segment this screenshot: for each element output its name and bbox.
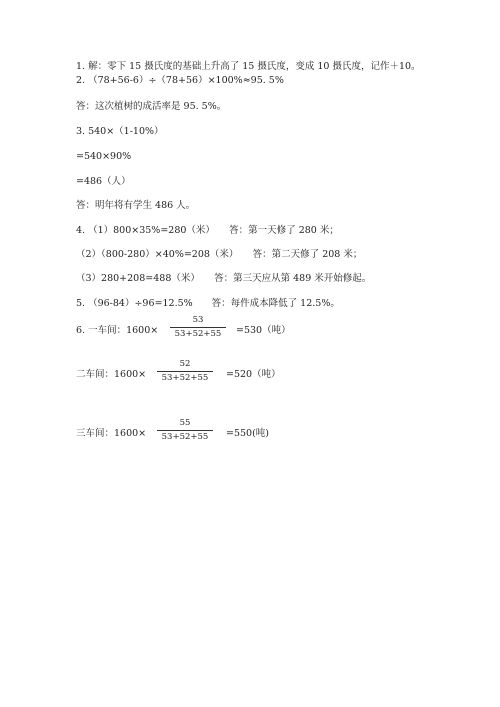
answer-4-part1: 4. （1）800×35%=280（米） 答：第一天修了 280 米； [76, 225, 339, 236]
q6-row1-fraction [168, 315, 228, 340]
q6-row3-label: 三车间：1600× [76, 428, 147, 439]
q6-row3-fraction [155, 418, 215, 443]
answer-2-conclusion: 答：这次植树的成活率是 95. 5%。 [76, 101, 227, 112]
q6-row2-fraction [155, 359, 215, 384]
answer-3-conclusion: 答：明年将有学生 486 人。 [76, 200, 196, 211]
answer-2-equation: 2. （78+56-6）÷（78+56）×100%≈95. 5% [76, 75, 284, 86]
answer-1: 1. 解：零下 15 摄氏度的基础上升高了 15 摄氏度，变成 10 摄氏度，记作＋10。 [76, 61, 421, 72]
answer-3-step3: =486（人） [76, 176, 131, 187]
answer-3-step2: =540×90% [76, 151, 132, 162]
q6-row2-denominator: 53+52+55 [161, 373, 209, 383]
q6-row2-result: =520（吨） [226, 369, 281, 380]
fraction-bar [157, 430, 213, 431]
q6-row2-numerator: 52 [179, 359, 191, 369]
answer-3-step1: 3. 540×（1-10%） [76, 126, 164, 137]
q6-row3-result: =550(吨) [226, 428, 270, 439]
q6-row1-label: 6. 一车间：1600× [76, 325, 159, 336]
q6-row1-denominator: 53+52+55 [174, 329, 222, 339]
answer-4-part3: （3）280+208=488（米） 答：第三天应从第 489 米开始修起。 [76, 273, 372, 284]
answer-5: 5. （96-84）÷96=12.5% 答：每件成本降低了 12.5%。 [76, 298, 340, 309]
fraction-bar [170, 327, 226, 328]
fraction-bar [157, 371, 213, 372]
q6-row1-result: =530（吨） [236, 325, 291, 336]
q6-row2-label: 二车间：1600× [76, 369, 147, 380]
q6-row3-numerator: 55 [179, 418, 191, 428]
q6-row3-denominator: 53+52+55 [161, 432, 209, 442]
q6-row1-numerator: 53 [192, 315, 204, 325]
answer-4-part2: （2）（800-280）×40%=208（米） 答：第二天修了 208 米； [76, 249, 363, 260]
